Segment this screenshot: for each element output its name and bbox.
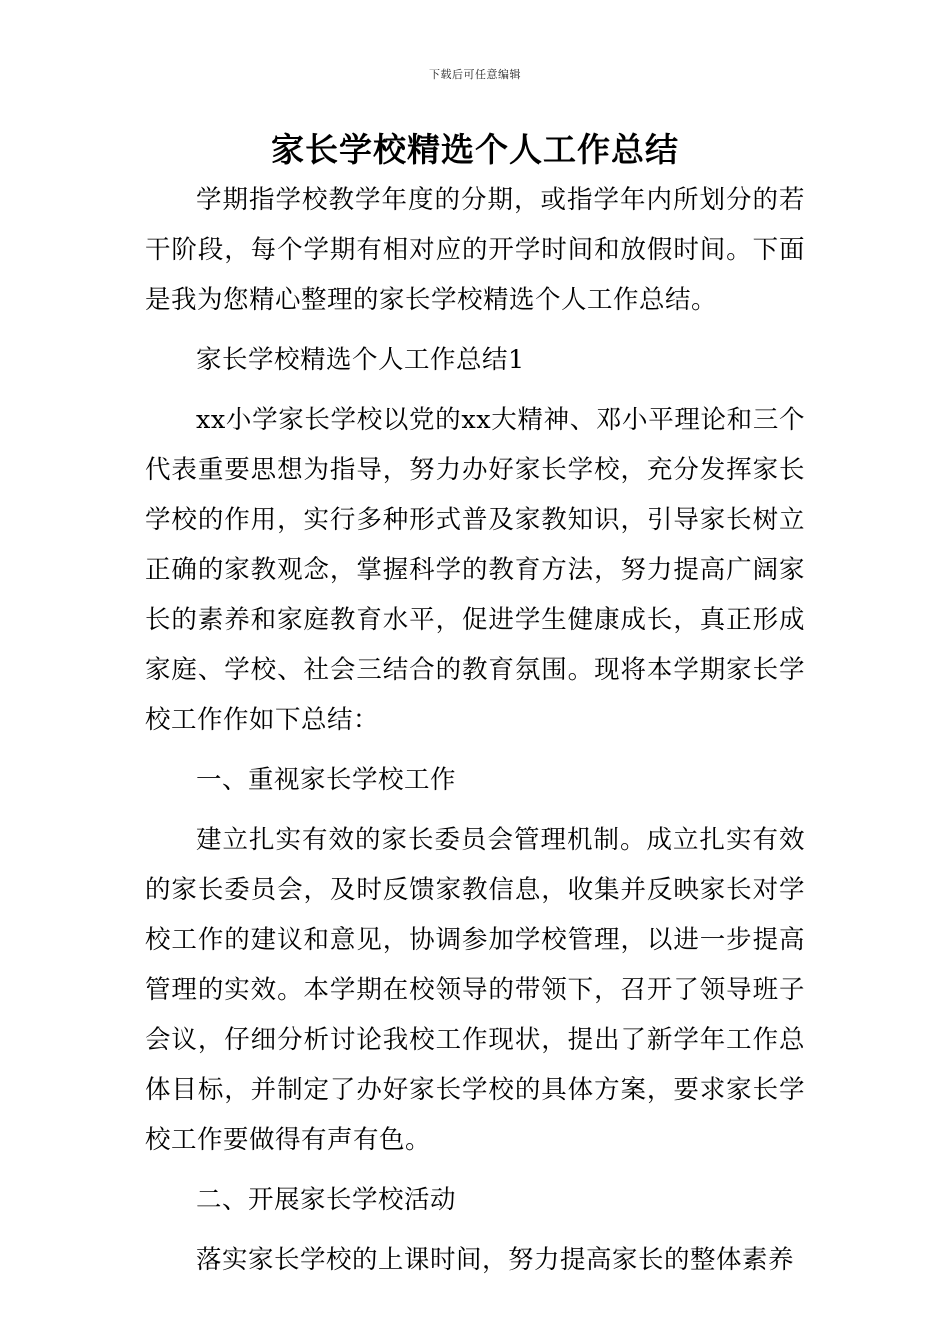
section-heading-summary-1: 家长学校精选个人工作总结1 — [196, 345, 525, 375]
section-1-paragraph: 建立扎实有效的家长委员会管理机制。成立扎实有效的家长委员会，及时反馈家教信息，收集并反映家长对学校工作的建议和意见，协调参加学校管理，以进一步提高管理的实效。本学期在校领导的带领下，召开了领导班子会议，仔细分析讨论我校工作现状，提出了新学年工作总体目标，并制定了办好家长学校的具体方案，要求家长学校工作要做得有声有色。 — [145, 825, 805, 1155]
document-body — [145, 175, 805, 1285]
intro-paragraph: 学期指学校教学年度的分期，或指学年内所划分的若干阶段，每个学期有相对应的开学时间和放假时间。下面是我为您精心整理的家长学校精选个人工作总结。 — [145, 185, 805, 315]
section-heading-2: 二、开展家长学校活动 — [196, 1185, 457, 1215]
summary-1-paragraph: xx小学家长学校以党的xx大精神、邓小平理论和三个代表重要思想为指导，努力办好家长学校，充分发挥家长学校的作用，实行多种形式普及家教知识，引导家长树立正确的家教观念，掌握科学的教育方法，努力提高广阔家长的素养和家庭教育水平，促进学生健康成长，真正形成家庭、学校、社会三结合的教育氛围。现将本学期家长学校工作作如下总结： — [145, 405, 805, 735]
document-title: 家长学校精选个人工作总结 — [271, 130, 679, 169]
section-heading-1: 一、重视家长学校工作 — [196, 765, 457, 795]
header-note: 下载后可任意编辑 — [429, 68, 521, 81]
section-2-paragraph: 落实家长学校的上课时间，努力提高家长的整体素养 — [196, 1245, 795, 1275]
